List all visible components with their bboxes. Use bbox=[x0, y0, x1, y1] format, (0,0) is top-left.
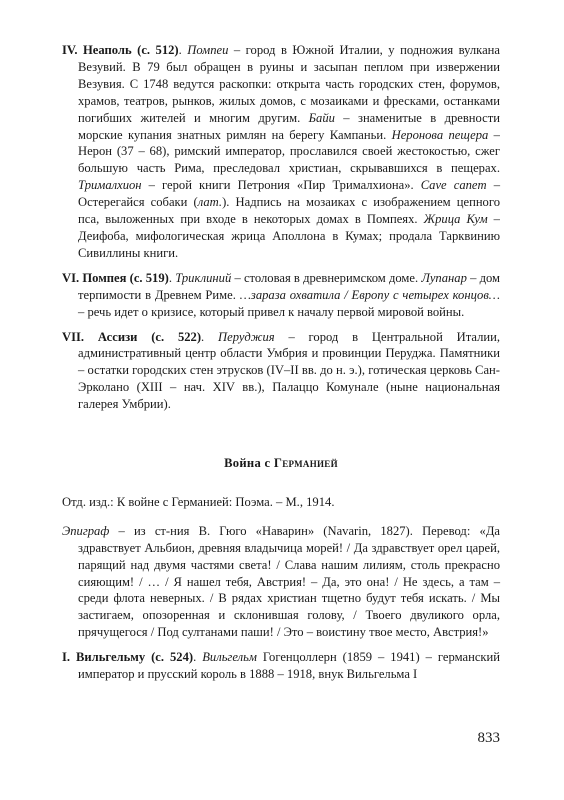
note-heading: I. Вильгельму (с. 524) bbox=[62, 650, 194, 665]
note-assizi: VII. Ассизи (с. 522). Перуджия – город в Центральной Италии, административный центр области Умбрия и провинции Перуджа. Памятники – остатки городских стен этрусков (IV–II вв. до н. э.), готическая церковь Сан-Эрколано (XIII – нач. XIV вв.), Палаццо Комунале (ныне национальная галерея Умбрии). bbox=[62, 329, 500, 412]
page-number: 833 bbox=[477, 730, 500, 746]
note-pompeya: VI. Помпея (с. 519). Триклиний – столовая в древнеримском доме. Лупанар – дом терпимости в Древнем Риме. …зараза охватила / Европу с четырех концов… – речь идет о кризисе, который привел к началу первой мировой войны. bbox=[62, 270, 500, 319]
note-heading: VI. Помпея (с. 519) bbox=[62, 270, 169, 285]
source-edition: Отд. изд.: К войне с Германией: Поэма. – М., 1914. bbox=[62, 494, 335, 509]
note-heading: VII. Ассизи (с. 522) bbox=[62, 329, 202, 344]
epigraph-note: Эпиграф – из ст-ния В. Гюго «Наварин» (Navarin, 1827). Перевод: «Да здравствует Альбион, древняя владычица морей! / Да здравствует орел царей, парящий над двумя частями света! / Слава нашим лилиям, столь прекрасно сияющим! / … / Я нашел тебя, Австрия! – Да, это она! / Не здесь, а там – среди флота неверных. / В рядах христиан тщетно будут тебя искать. / Мы застигаем, опозоренная и склонившая голову, / Твоего двуликого орла, прячущегося / Под султанами паши! / Это – воистину твое место, Австрия!» bbox=[62, 523, 500, 640]
note-vilgelmu: I. Вильгельму (с. 524). Вильгельм Гогенцоллерн (1859 – 1941) – германский император и прусский король в 1888 – 1918, внук Вильгельма I bbox=[62, 650, 501, 682]
note-heading: IV. Неаполь (с. 512) bbox=[62, 43, 179, 57]
commentary-text bbox=[62, 42, 500, 691]
note-neapol: IV. Неаполь (с. 512). Помпеи – город в Южной Италии, у подножия вулкана Везувий. В 79 был обращен в руины и засыпан пеплом при извержении Везувия. С 1748 ведутся раскопки: открыта часть городских стен, форумов, храмов, театров, рынков, жилых домов, с мозаиками и фресками, останками погибших жителей и многим другим. Байи – знаменитые в древности морские купания знатных римлян на берегу Кампаньи. Неронова пещера – Нерон (37 – 68), римский император, прославился своей жестокостью, сжег большую часть Рима, преследовал христиан, скрывавшихся в пещерах. Трималхион – герой книги Петрония «Пир Трималхиона». Cave canem – Остерегайся собаки (лат.). Надпись на мозаиках с изображением цепного пса, выложенных при входе в некоторых домах в Помпеях. Жрица Кум – Деифоба, мифологическая жрица Аполлона в Кумах; продала Тарквинию Сивиллины книги. bbox=[62, 43, 501, 260]
section-title: Война с Германией bbox=[224, 456, 338, 471]
